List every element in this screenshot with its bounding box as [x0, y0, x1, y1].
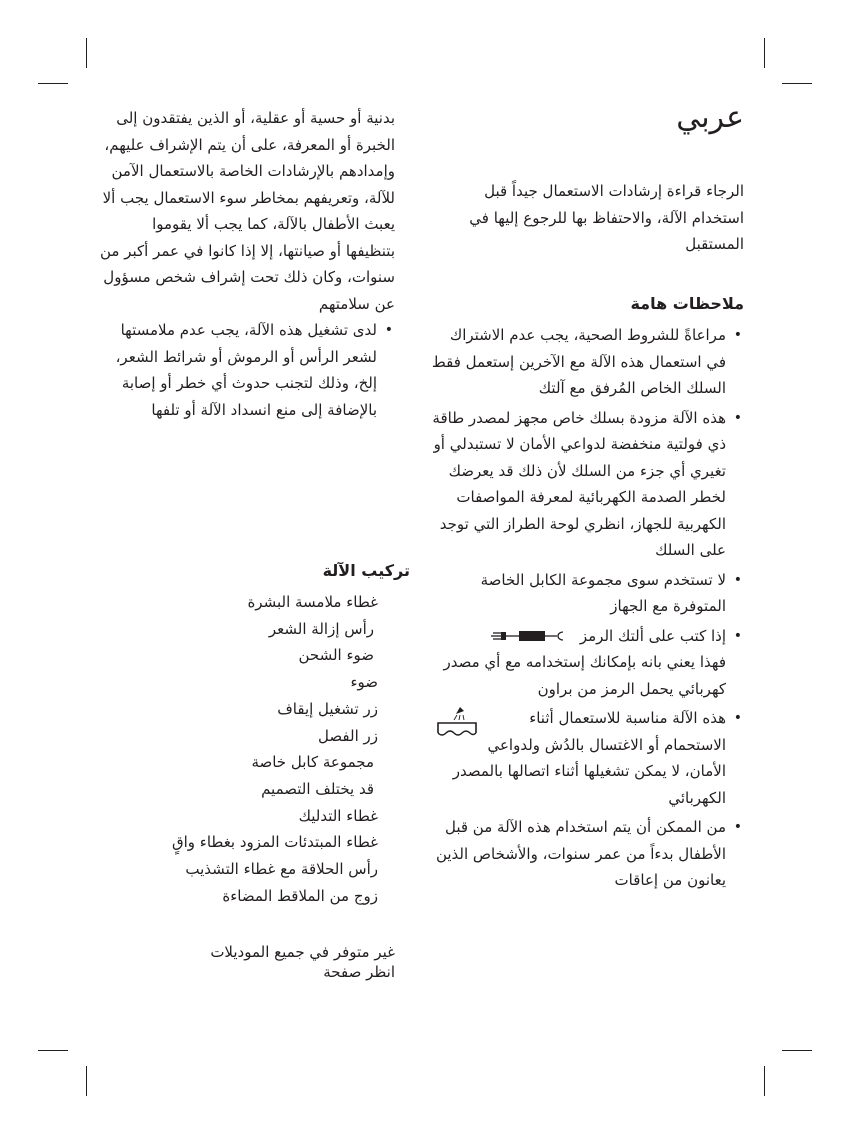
list-item: • من الممكن أن يتم استخدام هذه الآلة من قبل الأطفال بدءاً من عمر سنوات، والأشخاص الذين يعانون من إعاقات: [435, 818, 742, 889]
part-item: زوج من الملاقط المضاءة: [222, 886, 378, 905]
safety-extra-low-voltage-plug-icon: [491, 629, 571, 643]
crop-mark: [38, 83, 68, 84]
crop-mark: [782, 83, 812, 84]
footnote-line: غير متوفر في جميع الموديلات: [210, 943, 395, 961]
part-item: قد يختلف التصميم: [261, 779, 374, 798]
part-item: غطاء ملامسة البشرة: [247, 593, 378, 611]
intro-paragraph: الرجاء قراءة إرشادات الاستعمال جيداً قبل استخدام الآلة، والاحتفاظ بها للرجوع إليها في المستقبل: [469, 182, 744, 253]
crop-mark: [764, 38, 765, 68]
continued-list: [99, 317, 395, 423]
list-item: • إذا كتب على ألتك الرمز فهذا يعني بانه بإمكانك إستخدامه مع أي مصدر كهربائي يحمل الرمز من براون: [443, 626, 742, 698]
shower-icon: [432, 705, 482, 739]
continued-paragraph: بدنية أو حسية أو عقلية، أو الذين يفتقدون إلى الخبرة أو المعرفة، على أن يتم الإشراف عليهم، وإمدادهم بالإرشادات الخاصة بالاستعمال الآمن للآلة، وتعريفهم بمخاطر سوء الاستعمال يجب ألا يعبث الأطفال بالآلة، كما يجب ألا يقوموا بتنظيفها أو صيانتها، إلا إذا كانوا في عمر أكبر من سنوات، وكان ذلك تحت إشراف شخص مسؤول عن سلامتهم: [100, 109, 395, 313]
language-heading: عربي: [676, 100, 744, 135]
part-item: غطاء التدليك: [298, 806, 378, 825]
list-item: • هذه الآلة مزودة بسلك خاص مجهز لمصدر طاقة ذي فولتية منخفضة لدواعي الأمان لا تستبدلي أو تغيري أي جزء من السلك لأن ذلك قد يعرضك لخطر الصدمة الكهربائية لمعرفة المواصفات الكهربية للجهاز، انظري لوحة الطراز التي توجد على السلك: [432, 408, 742, 559]
part-item: زر الفصل: [318, 726, 378, 745]
part-item: رأس إزالة الشعر: [268, 619, 374, 638]
list-item: • هذه الآلة مناسبة للاستعمال أثناء الاستحمام أو الاغتسال بالدُش ولدواعي الأمان، لا يمكن تشغيلها أثناء اتصالها بالمصدر الكهربائي: [426, 705, 744, 811]
part-item: ضوء: [350, 673, 378, 692]
list-item: • مراعاةً للشروط الصحية، يجب عدم الاشتراك في استعمال هذه الآلة مع الآخرين إستعمل فقط السلك الخاص المُرفق مع آلتك: [431, 326, 742, 397]
crop-mark: [782, 1050, 812, 1051]
crop-mark: [86, 38, 87, 68]
list-item: • لدى تشغيل هذه الآلة، يجب عدم ملامستها لشعر الرأس أو الرموش أو شرائط الشعر، إلخ، وذلك لتجنب حدوث أي خطر أو إصابة بالإضافة إلى منع انسداد الآلة أو تلفها: [115, 321, 393, 419]
crop-mark: [764, 1066, 765, 1096]
continued-text: [99, 105, 395, 423]
part-item: زر تشغيل إيقاف: [277, 699, 378, 718]
parts-list: [78, 589, 378, 909]
crop-mark: [38, 1050, 68, 1051]
list-item: • لا تستخدم سوى مجموعة الكابل الخاصة المتوفرة مع الجهاز: [480, 570, 742, 615]
part-item: غطاء المبتدئات المزود بغطاء واقٍ: [171, 833, 378, 852]
important-notes-list: [426, 322, 744, 897]
footnote: [95, 942, 395, 982]
part-item: مجموعة كابل خاصة: [251, 753, 374, 772]
part-item: ضوء الشحن: [298, 646, 374, 665]
footnote-line: انظر صفحة: [323, 963, 395, 981]
important-notes-title: ملاحظات هامة: [630, 294, 744, 313]
part-item: رأس الحلاقة مع غطاء التشذيب: [185, 860, 378, 879]
parts-title: تركيب الآلة: [322, 561, 410, 580]
crop-mark: [86, 1066, 87, 1096]
